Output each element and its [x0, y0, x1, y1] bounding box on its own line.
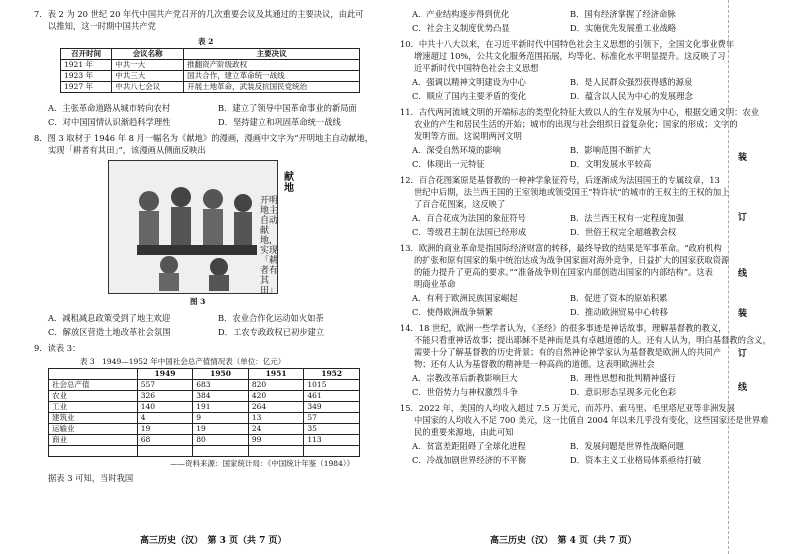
table-2-caption: 表 2 [198, 37, 214, 46]
q14-option-d: D．意识形态呈现多元化色彩 [570, 387, 677, 397]
binding-label: 线 [738, 383, 748, 393]
table-cell: 1921 年 [61, 60, 112, 71]
q11-line-1: 11．古代两河流域文明的开端标志的类型化特征大致以人的生存发展为中心，根据交通文明：农业 [400, 107, 760, 117]
table-row [49, 413, 360, 424]
table-cell: 461 [304, 391, 360, 402]
q7-option-d: D．坚持建立和巩固革命统一战线 [218, 117, 341, 127]
cartoon-text: 开明地主自动献地，实现「耕者有其田」 [260, 196, 279, 296]
q9-option-c: C．社会主义制度优势凸显 [412, 23, 510, 33]
q14-option-c: C．世俗势力与神权激烈斗争 [412, 387, 518, 397]
q12-line-3: 了百合花图案，这反映了 [414, 199, 506, 209]
table-cell: 113 [304, 435, 360, 446]
q10-option-c: C．顺应了国内主要矛盾的变化 [412, 91, 527, 101]
q15-option-b: B．发展问题是世界性战略问题 [570, 441, 684, 451]
q15-option-c: C．冷战加剧世界经济的不平衡 [412, 455, 527, 465]
cartoon-drawing [109, 161, 277, 293]
table-header: 召开时间 [61, 49, 112, 60]
table-cell: 运输业 [49, 424, 138, 435]
q9-tail: 据表 3 可知，当时我国 [48, 473, 134, 483]
table-cell: 35 [304, 424, 360, 435]
q13-line-4: 明商业革命 [414, 279, 456, 289]
table-cell: 683 [193, 380, 249, 391]
q11-line-2: 农业的产生和居民生活的开始；城市的出现与社会组织日益复杂化；国家的形成；文字的 [414, 119, 738, 129]
table-cell: 326 [137, 391, 193, 402]
table-cell [248, 446, 304, 457]
table-cell: 农业 [49, 391, 138, 402]
table-cell: 1015 [304, 380, 360, 391]
table-cell: 中共一大 [112, 60, 184, 71]
table-cell: 57 [304, 413, 360, 424]
q11-line-3: 发明等方面。这说明两河文明 [414, 131, 522, 141]
q12-option-d: D．世俗王权完全超越教会权 [570, 227, 677, 237]
q7-stem-2: 以推知，这一时期中国共产党 [48, 21, 156, 31]
q15-line-3: 民的重要来源地，由此可知 [414, 427, 514, 437]
table-row [49, 380, 360, 391]
q13-option-c: C．使得欧洲战争频繁 [412, 307, 494, 317]
table-cell: 9 [193, 413, 249, 424]
table-cell: 24 [248, 424, 304, 435]
binding-label: 装 [738, 153, 748, 163]
q9-stem: 9．读表 3： [34, 343, 81, 353]
cartoon-image [108, 160, 278, 294]
q8-option-b: B．农业合作化运动如火如荼 [218, 313, 324, 323]
page-footer-3: 高三历史（汉） 第 3 页（共 7 页） [140, 536, 287, 546]
table-header: 1951 [248, 369, 304, 380]
table-3-source: ——资料来源：国家统计局：《中国统计年鉴（1984）》 [170, 459, 355, 468]
table-cell: 13 [248, 413, 304, 424]
q15-option-d: D．资本主义工业格局体系亟待打破 [570, 455, 702, 465]
table-row [49, 435, 360, 446]
binding-line [728, 0, 729, 554]
q14-line-3: 需要十分了解基督教的历史背景；有的自然神论神学家认为基督教是欧洲人的共同产 [414, 347, 721, 357]
table-header: 1952 [304, 369, 360, 380]
table-row [49, 446, 360, 457]
table-cell: 384 [193, 391, 249, 402]
table-cell: 557 [137, 380, 193, 391]
q11-option-a: A．深受自然环境的影响 [412, 145, 501, 155]
q14-line-2: 不能只看重神话故事；提出耶稣不是神而是具有卓越道德的人。还有人认为，明白基督教的含义， [414, 335, 771, 345]
q14-line-1: 14．18 世纪，欧洲一些学者认为，《圣经》的很多事迹是神话故事，理解基督教的教义， [400, 323, 727, 333]
cartoon-title: 献地 [284, 172, 294, 194]
q11-option-c: C．体现出一元特征 [412, 159, 485, 169]
table-cell: 社会总产值 [49, 380, 138, 391]
q14-option-a: A．宗教改革后新教影响巨大 [412, 373, 518, 383]
binding-label: 装 [738, 309, 748, 319]
figure-3-caption: 图 3 [190, 297, 206, 306]
table-row [61, 49, 360, 60]
table-header: 1950 [193, 369, 249, 380]
q8-stem-2: 实现「耕者有其田」”，该漫画从侧面反映出 [48, 145, 206, 155]
table-cell: 99 [248, 435, 304, 446]
table-row [49, 402, 360, 413]
table-cell [304, 446, 360, 457]
binding-label: 线 [738, 269, 748, 279]
table-cell: 349 [304, 402, 360, 413]
q8-option-d: D．工农专政政权已初步建立 [218, 327, 325, 337]
table-row [49, 424, 360, 435]
table-2 [60, 48, 360, 93]
q12-line-1: 12．百合花图案原是基督教的一种神学象征符号，后逐渐成为法国国王的专属纹章，13 [400, 175, 720, 185]
table-row [49, 391, 360, 402]
table-cell: 191 [193, 402, 249, 413]
table-cell: 140 [137, 402, 193, 413]
table-cell: 1927 年 [61, 82, 112, 93]
q14-option-b: B．理性思想和批判精神盛行 [570, 373, 676, 383]
q8-option-c: C．解放区营造土地改革社会氛围 [48, 327, 171, 337]
q8-stem-1: 8．图 3 取材于 1946 年 8 月一幅名为《献地》的漫画，漫画中文字为“开明地主自动献地， [34, 133, 374, 143]
q10-line-3: 近平新时代中国特色社会主义思想 [414, 63, 539, 73]
table-cell: 工业 [49, 402, 138, 413]
table-cell: 68 [137, 435, 193, 446]
table-row [61, 82, 360, 93]
table-header: 1949 [137, 369, 193, 380]
table-header: 主要决议 [184, 49, 360, 60]
q15-option-a: A．贫富差距阻碍了全球化进程 [412, 441, 526, 451]
table-cell: 19 [137, 424, 193, 435]
q10-line-1: 10．中共十八大以来，在习近平新时代中国特色社会主义思想的引领下，全国文化事业费年 [400, 39, 735, 49]
table-cell: 420 [248, 391, 304, 402]
table-cell: 4 [137, 413, 193, 424]
q13-option-a: A．有利于欧洲民族国家崛起 [412, 293, 518, 303]
q12-option-c: C．等级君主制在法国已经形成 [412, 227, 527, 237]
q7-stem-1: 7．表 2 为 20 世纪 20 年代中国共产党召开的几次重要会议及其通过的主要决议，由此可 [34, 9, 364, 19]
q12-option-b: B．法兰西王权有一定程度加强 [570, 213, 684, 223]
page-footer-4: 高三历史（汉） 第 4 页（共 7 页） [490, 536, 637, 546]
binding-label: 订 [738, 349, 748, 359]
table-cell: 264 [248, 402, 304, 413]
table-cell: 开展土地革命，武装反抗国民党统治 [184, 82, 360, 93]
q10-option-d: D．蕴含以人民为中心的发展理念 [570, 91, 693, 101]
q8-option-a: A．减租减息政策受到了地主欢迎 [48, 313, 171, 323]
q9-option-b: B．国有经济掌握了经济命脉 [570, 9, 676, 19]
q7-option-c: C．对中国国情认识渐趋科学理性 [48, 117, 171, 127]
table-header [49, 369, 138, 380]
q15-line-2: 中国家的人均收入不足 700 美元，这一比值自 2004 年以来几乎没有变化，这些国家还是世界难 [414, 415, 769, 425]
q13-line-2: 的扩张和原有国家的集中统治达成为战争国家面对海外竞争，日益扩大的国家获取资源 [414, 255, 730, 265]
table-cell [49, 446, 138, 457]
q10-line-2: 增速超过 10%，公共文化服务范围拓展，均等化、标准化水平明显提升。这反映了习 [414, 51, 726, 61]
table-row [61, 60, 360, 71]
table-3-caption: 表 3 1949—1952 年中国社会总产值情况表（单位：亿元） [80, 357, 286, 366]
table-cell: 820 [248, 380, 304, 391]
table-cell: 推翻资产阶级政权 [184, 60, 360, 71]
q13-line-1: 13．欧洲的商业革命是指国际经济财富的转移，最终导致的结果是军事革命。“政府机构 [400, 243, 722, 253]
q12-line-2: 世纪中后期，法兰西王国的王室领地或领受国王“特许状”的城市的王权主的王权的加上 [414, 187, 730, 197]
q13-line-3: 的能力提升了更高的要求。”“准备战争则在国家内部创造出国家的内部结构”。这表 [414, 267, 713, 277]
q10-option-b: B．是人民群众强烈获得感的源泉 [570, 77, 693, 87]
q11-option-b: B．影响范围不断扩大 [570, 145, 651, 155]
table-cell: 商业 [49, 435, 138, 446]
q15-line-1: 15．2022 年，美国的人均收入超过 7.5 万美元，而苏丹、索马里、毛里塔尼亚等非洲发展 [400, 403, 735, 413]
table-cell: 80 [193, 435, 249, 446]
table-cell [137, 446, 193, 457]
q7-option-b: B．建立了领导中国革命事业的新局面 [218, 103, 357, 113]
q13-option-b: B．促进了资本的原始积累 [570, 293, 668, 303]
q9-option-d: D．实施优先发展重工业战略 [570, 23, 677, 33]
table-cell: 中共八七会议 [112, 82, 184, 93]
table-cell: 1923 年 [61, 71, 112, 82]
table-row [61, 71, 360, 82]
q10-option-a: A．强调以精神文明建设为中心 [412, 77, 526, 87]
table-cell: 国共合作，建立革命统一战线 [184, 71, 360, 82]
q12-option-a: A．百合花成为法国的象征符号 [412, 213, 526, 223]
table-cell [193, 446, 249, 457]
binding-label: 订 [738, 213, 748, 223]
table-cell: 建筑业 [49, 413, 138, 424]
q9-option-a: A．产业结构逐步得到优化 [412, 9, 510, 19]
table-cell: 中共三大 [112, 71, 184, 82]
table-cell: 19 [193, 424, 249, 435]
q13-option-d: D．推动欧洲贸易中心转移 [570, 307, 668, 317]
table-header: 会议名称 [112, 49, 184, 60]
q11-option-d: D．文明发展水平较高 [570, 159, 652, 169]
q14-line-4: 物；还有人认为基督教的精神是一种高尚的道德。这表明欧洲社会 [414, 359, 655, 369]
table-row [49, 369, 360, 380]
table-3 [48, 368, 360, 457]
q7-option-a: A．主张革命道路从城市转向农村 [48, 103, 171, 113]
